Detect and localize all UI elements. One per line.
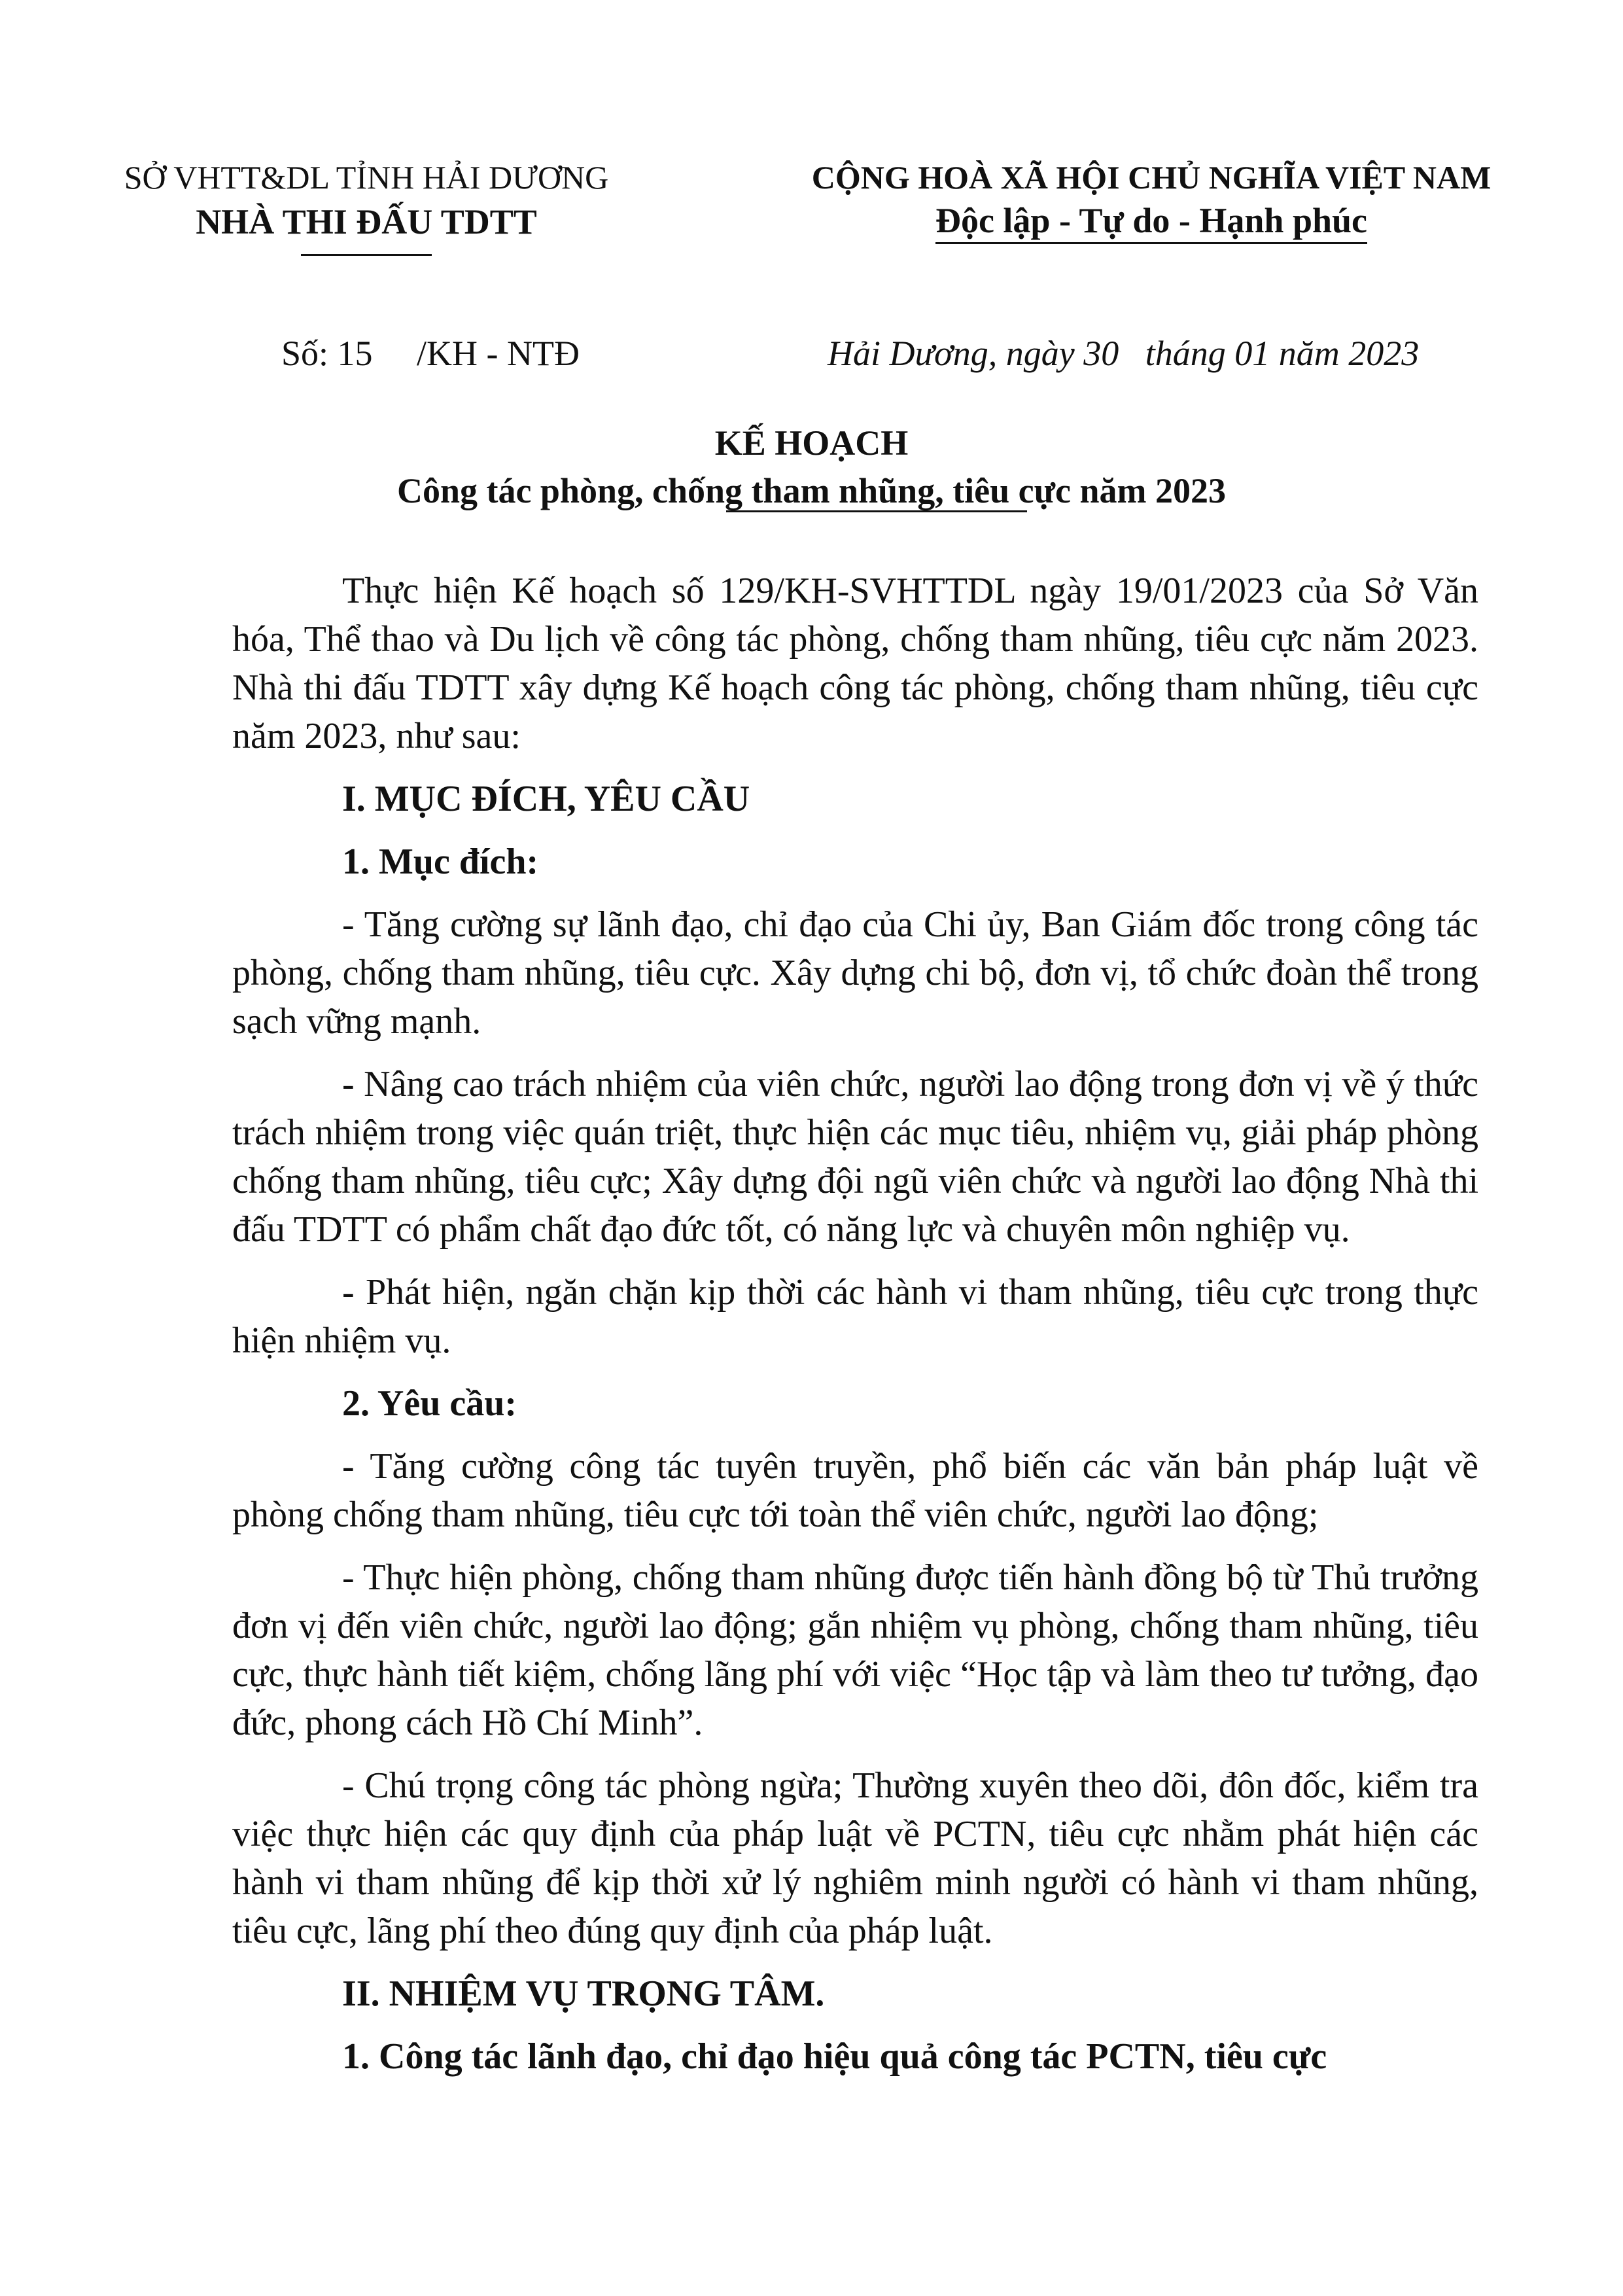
subsection-heading: 1. Công tác lãnh đạo, chỉ đạo hiệu quả công tác PCTN, tiêu cực [342, 2036, 1327, 2077]
national-name: CỘNG HOÀ XÃ HỘI CHỦ NGHĨA VIỆT NAM [811, 159, 1492, 196]
document-body [232, 567, 1478, 2095]
list-item: - Tăng cường sự lãnh đạo, chỉ đạo của Chi ủy, Ban Giám đốc trong công tác phòng, chống tham nhũng, tiêu cực. Xây dựng chi bộ, đơn vị, tổ chức đoàn thể trong sạch vững mạnh. [232, 904, 1478, 1042]
section-heading: I. MỤC ĐÍCH, YÊU CẦU [342, 779, 750, 819]
national-motto: Độc lập - Tự do - Hạnh phúc [935, 199, 1367, 244]
document-date: Hải Dương, ngày 30 tháng 01 năm 2023 [828, 334, 1420, 373]
subsection-heading: 2. Yêu cầu: [342, 1383, 517, 1424]
list-item: - Chú trọng công tác phòng ngừa; Thường xuyên theo dõi, đôn đốc, kiểm tra việc thực hiện các quy định của pháp luật về PCTN, tiêu cực nhằm phát hiện các hành vi tham nhũng để kịp thời xử lý nghiêm minh người có hành vi tham nhũng, tiêu cực, lãng phí theo đúng quy định của pháp luật. [232, 1765, 1478, 1951]
intro-paragraph: Thực hiện Kế hoạch số 129/KH-SVHTTDL ngày 19/01/2023 của Sở Văn hóa, Thể thao và Du lịch về công tác phòng, chống tham nhũng, tiêu cực năm 2023. Nhà thi đấu TDTT xây dựng Kế hoạch công tác phòng, chống tham nhũng, tiêu cực năm 2023, như sau: [232, 571, 1478, 756]
subtitle-underline [726, 510, 1027, 512]
document-subtitle: Công tác phòng, chống tham nhũng, tiêu cực năm 2023 [396, 471, 1227, 510]
section-heading: II. NHIỆM VỤ TRỌNG TÂM. [342, 1973, 825, 2014]
title-block [0, 420, 1623, 516]
issuing-agency: NHÀ THI ĐẤU TDTT [196, 202, 537, 241]
agency-underline [301, 254, 432, 256]
list-item: - Nâng cao trách nhiệm của viên chức, người lao động trong đơn vị về ý thức trách nhiệm trong việc quán triệt, thực hiện các mục tiêu, nhiệm vụ, giải pháp phòng chống tham nhũng, tiêu cực; Xây dựng đội ngũ viên chức và người lao động Nhà thi đấu TDTT có phẩm chất đạo đức tốt, có năng lực và chuyên môn nghiệp vụ. [232, 1064, 1478, 1250]
document-title: KẾ HOẠCH [714, 423, 909, 463]
list-item: - Thực hiện phòng, chống tham nhũng được tiến hành đồng bộ từ Thủ trưởng đơn vị đến viên chức, người lao động; gắn nhiệm vụ phòng, chống tham nhũng, tiêu cực, thực hành tiết kiệm, chống lãng phí với việc “Học tập và làm theo tư tưởng, đạo đức, phong cách Hồ Chí Minh”. [232, 1557, 1478, 1743]
agency-header [105, 156, 628, 256]
subsection-heading: 1. Mục đích: [342, 841, 539, 882]
document-number: Số: 15 /KH - NTĐ [281, 334, 580, 373]
list-item: - Phát hiện, ngăn chặn kịp thời các hành vi tham nhũng, tiêu cực trong thực hiện nhiệm vụ. [232, 1272, 1478, 1361]
national-header [752, 156, 1550, 244]
parent-agency: SỞ VHTT&DL TỈNH HẢI DƯƠNG [124, 159, 609, 196]
list-item: - Tăng cường công tác tuyên truyền, phổ biến các văn bản pháp luật về phòng chống tham nhũng, tiêu cực tới toàn thể viên chức, người lao động; [232, 1446, 1478, 1535]
